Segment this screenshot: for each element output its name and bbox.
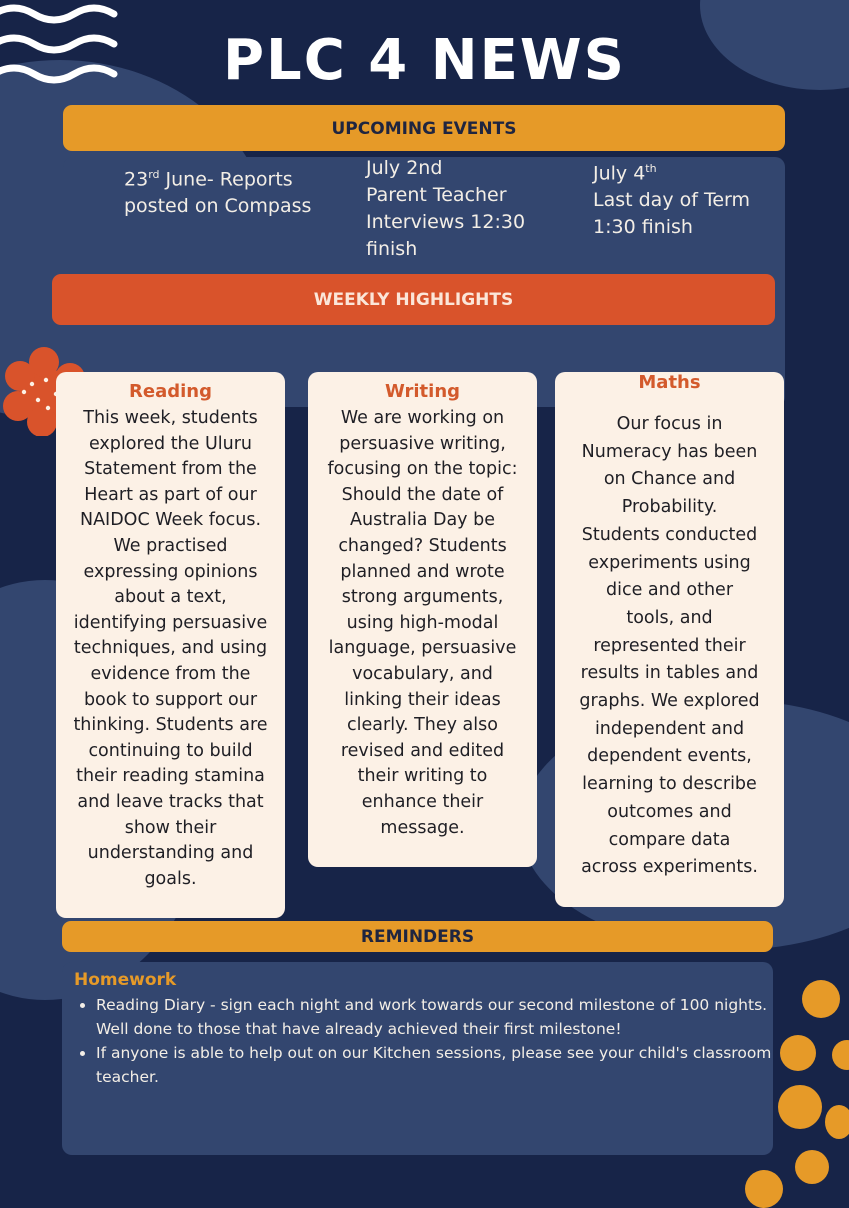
reading-title: Reading	[129, 381, 212, 402]
reminders-list	[70, 993, 786, 1089]
weekly-highlights-header: WEEKLY HIGHLIGHTS	[52, 274, 775, 325]
event-interviews: July 2nd Parent Teacher Interviews 12:30 finish	[366, 157, 526, 260]
reading-card	[56, 372, 285, 918]
dot-decoration	[825, 1105, 849, 1139]
reading-body: This week, students explored the Uluru Statement from the Heart as part of our NAIDOC Week focus. We practised expressing opinions about a text, identifying persuasive techniques, and using evidence from the book to support our thinking. Students are continuing to build their reading stamina and leave tracks that show their understanding and goals.	[73, 408, 268, 889]
maths-card	[555, 372, 784, 907]
dot-decoration	[802, 980, 840, 1018]
event-last-day: July 4th Last day of Term 1:30 finish	[593, 162, 751, 239]
dot-decoration	[780, 1035, 816, 1071]
homework-heading: Homework	[74, 970, 177, 990]
event-reports: 23rd June- Reports posted on Compass	[124, 168, 312, 218]
dot-decoration	[832, 1040, 849, 1070]
maths-title: Maths	[638, 372, 701, 393]
page-title: PLC 4 NEWS	[222, 28, 626, 93]
upcoming-events-header: UPCOMING EVENTS	[63, 105, 785, 151]
dot-decoration	[795, 1150, 829, 1184]
dot-decoration	[745, 1170, 783, 1208]
writing-card	[308, 372, 537, 867]
dot-decoration	[778, 1085, 822, 1129]
list-item: • If anyone is able to help out on our Kitchen sessions, please see your child's classroom teacher.	[96, 1041, 786, 1089]
writing-title: Writing	[384, 381, 461, 402]
writing-body: We are working on persuasive writing, focusing on the topic: Should the date of Australia Day be changed? Students planned and wrote strong arguments, using high-modal language, persuasive vocabulary, and linking their ideas clearly. They also revised and edited their writing to enhance their message.	[327, 408, 518, 838]
reminders-header: REMINDERS	[62, 921, 773, 952]
list-item: • Reading Diary - sign each night and work towards our second milestone of 100 nights. Well done to those that have already achieved their first milestone!	[96, 993, 786, 1041]
maths-body: Our focus in Numeracy has been on Chance and Probability. Students conducted experiments using dice and other tools, and represented their results in tables and graphs. We explored independent and dependent events, learning to describe outcomes and compare data across experiments.	[579, 414, 760, 878]
